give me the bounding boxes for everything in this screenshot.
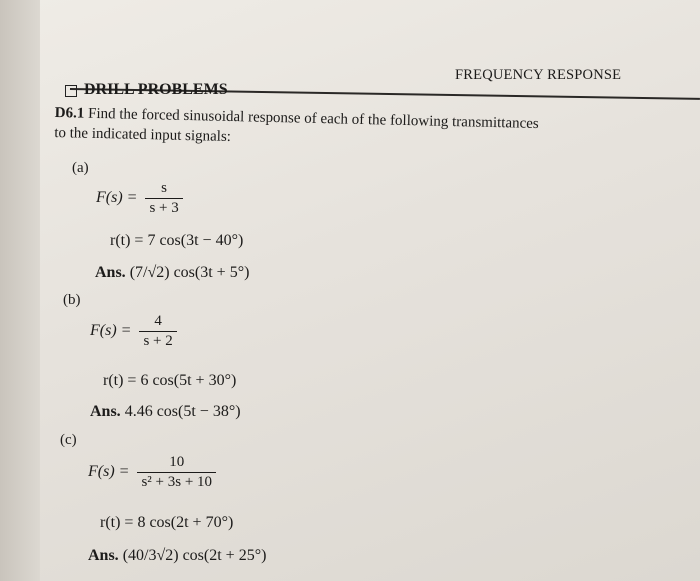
- problem-line-2: to the indicated input signals:: [54, 124, 232, 145]
- answer-label: Ans.: [88, 547, 119, 564]
- part-label-c: (c): [60, 432, 77, 448]
- answer-c: [88, 547, 266, 565]
- facing-page-edge: [0, 0, 40, 581]
- transfer-function-lhs: F(s) =: [88, 463, 130, 481]
- transfer-function-lhs: F(s) =: [96, 189, 138, 207]
- numerator: s: [161, 180, 168, 196]
- section-heading: [65, 81, 228, 99]
- denominator: s + 2: [139, 331, 176, 350]
- fraction: [145, 180, 182, 217]
- answer-label: Ans.: [90, 403, 121, 420]
- problem-line-1: Find the forced sinusoidal response of each of the following transmittances: [87, 105, 539, 132]
- input-signal-a: r(t) = 7 cos(3t − 40°): [110, 232, 244, 249]
- answer-value: 4.46 cos(5t − 38°): [124, 403, 241, 420]
- running-head: FREQUENCY RESPONSE: [455, 67, 622, 83]
- part-label-a: (a): [72, 160, 89, 176]
- answer-value: (7/√2) cos(3t + 5°): [129, 264, 250, 281]
- fraction: [139, 313, 176, 350]
- numerator: 10: [169, 454, 185, 470]
- answer-b: [90, 403, 241, 421]
- section-heading-text: DRILL PROBLEMS: [84, 81, 228, 98]
- part-label-b: (b): [63, 292, 81, 308]
- numerator: 4: [154, 313, 162, 329]
- answer-label: Ans.: [95, 264, 126, 281]
- answer-a: [95, 264, 249, 282]
- problem-statement: [54, 103, 655, 157]
- fraction: [137, 454, 216, 491]
- problem-number: D6.1: [54, 104, 85, 122]
- input-signal-b: r(t) = 6 cos(5t + 30°): [103, 372, 237, 389]
- denominator: s + 3: [145, 198, 182, 217]
- transfer-function-c: [88, 454, 220, 491]
- input-signal-c: r(t) = 8 cos(2t + 70°): [100, 514, 234, 531]
- denominator: s² + 3s + 10: [137, 472, 216, 491]
- checkbox-icon: [65, 85, 77, 97]
- transfer-function-a: [96, 180, 187, 217]
- transfer-function-lhs: F(s) =: [90, 322, 132, 340]
- answer-value: (40/3√2) cos(2t + 25°): [122, 547, 267, 564]
- transfer-function-b: [90, 313, 181, 350]
